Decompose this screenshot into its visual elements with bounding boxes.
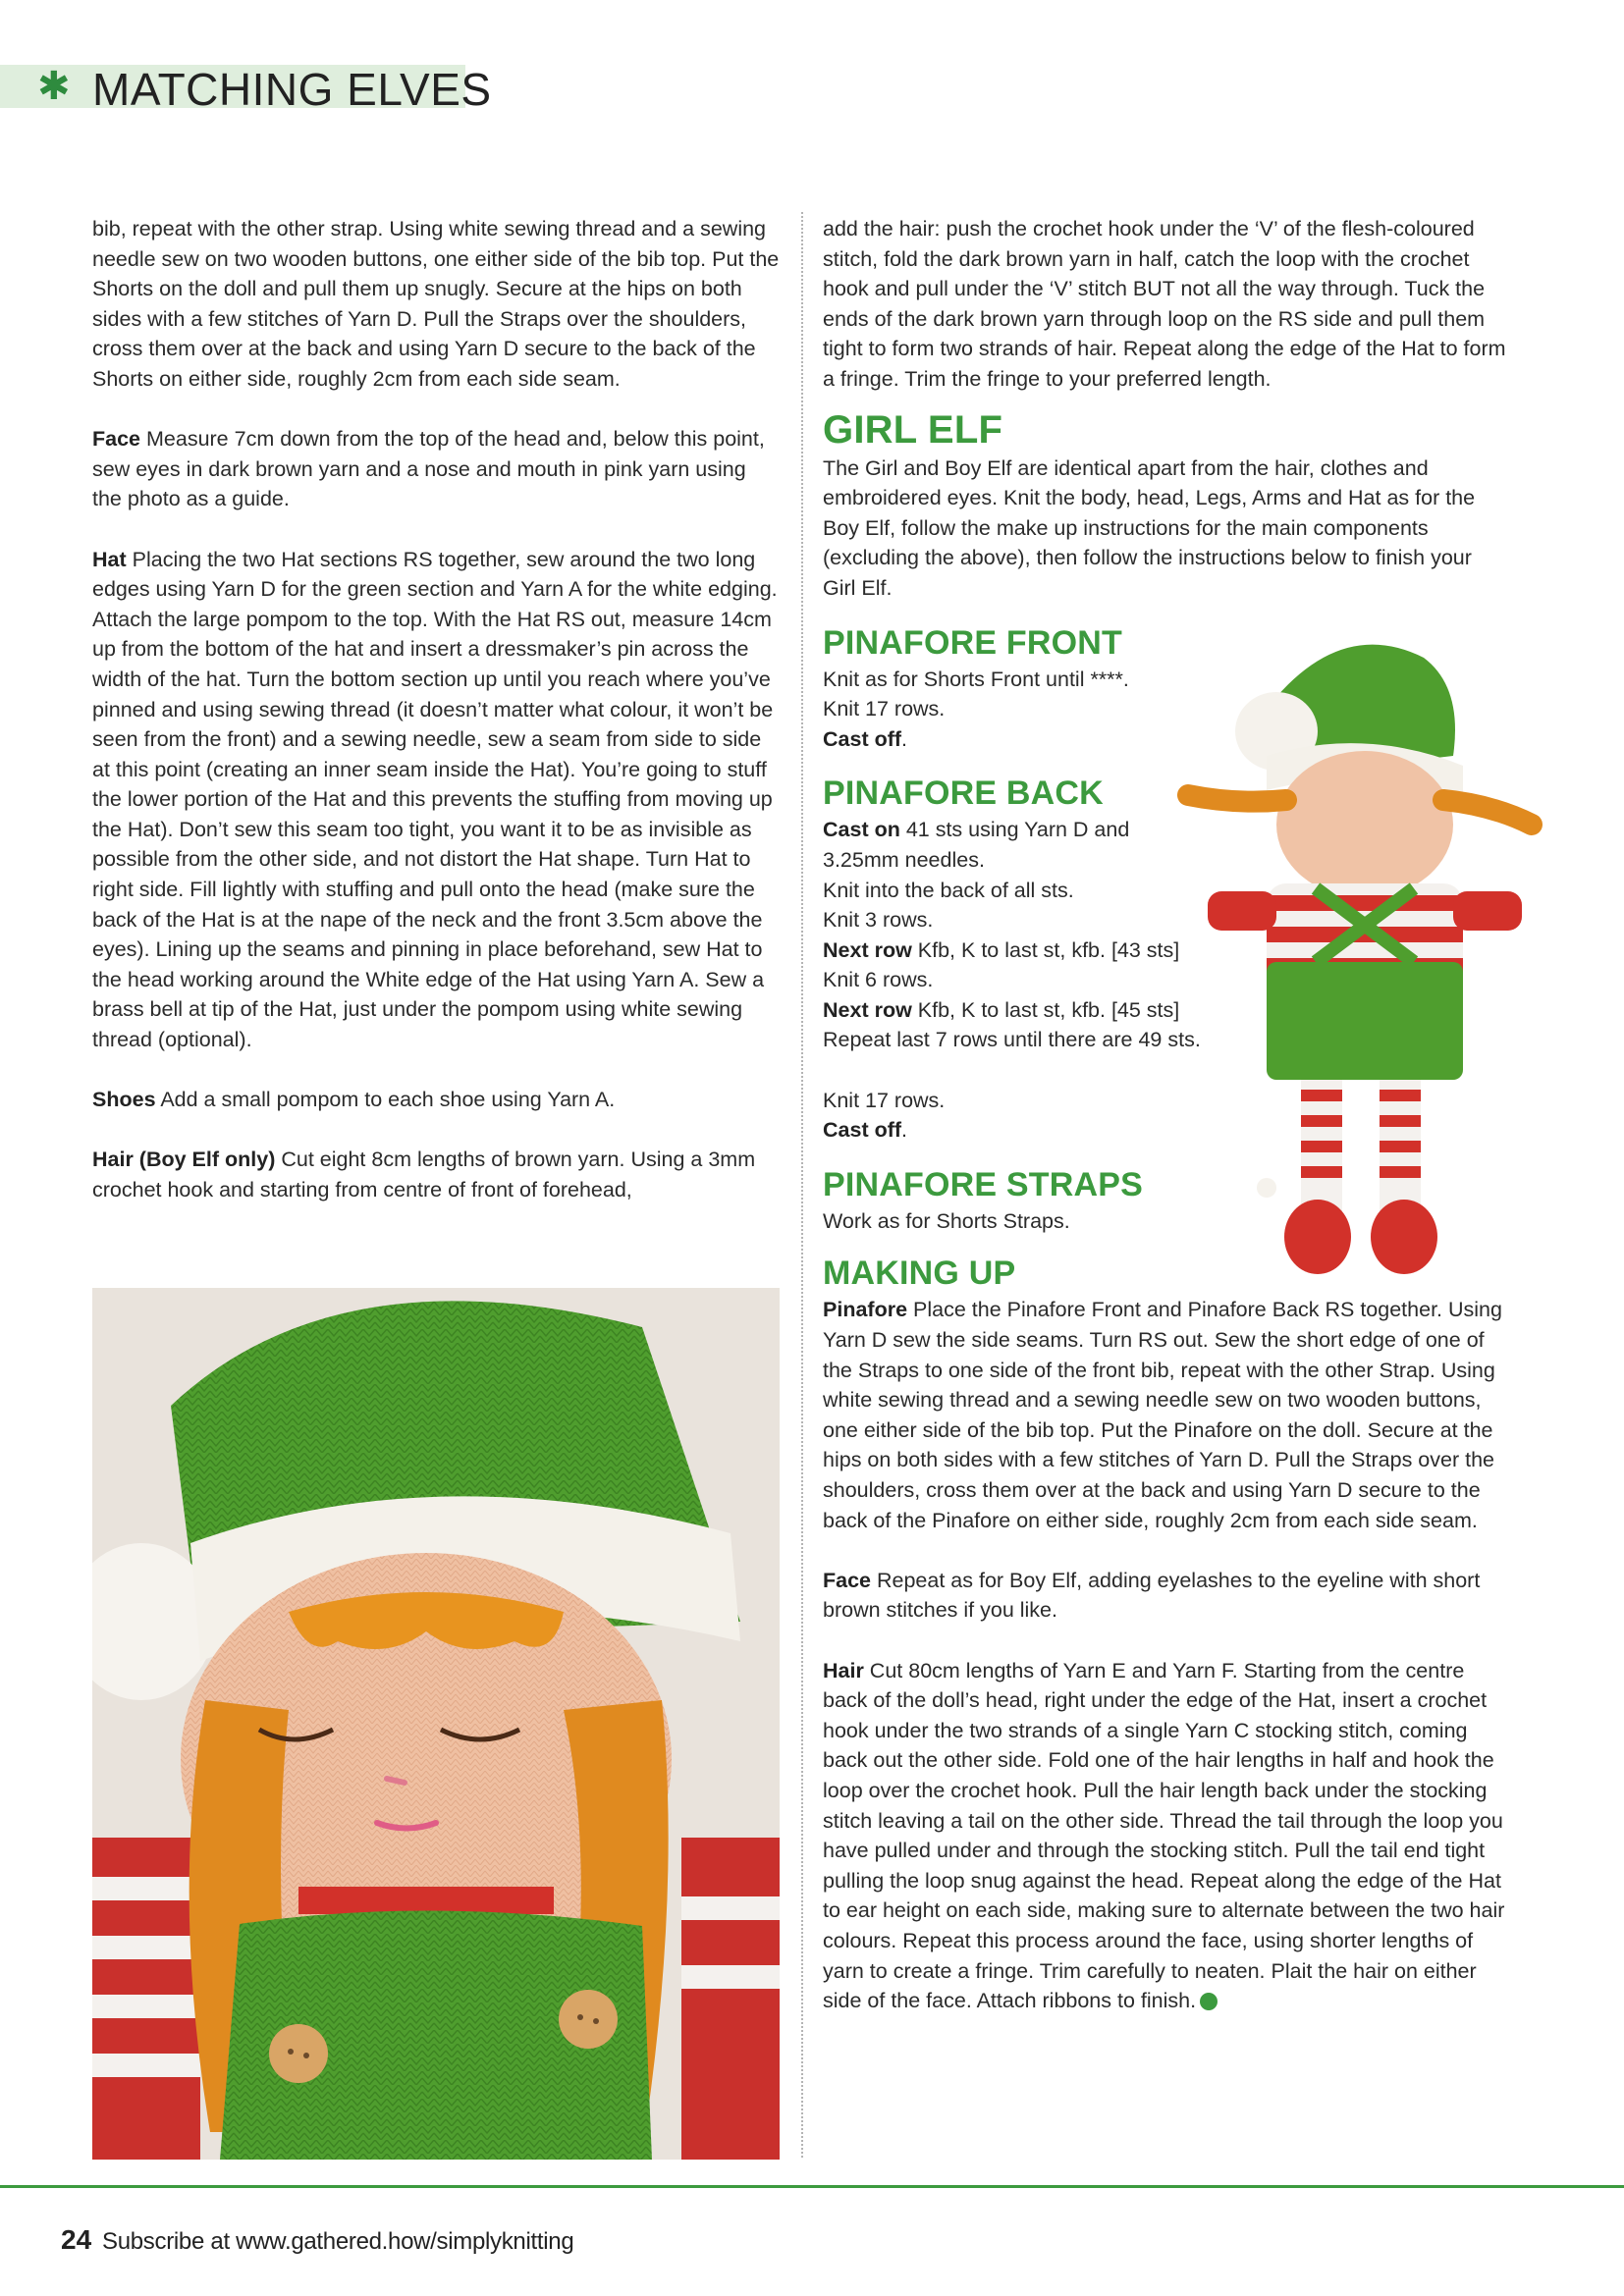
intro-paragraph: bib, repeat with the other strap. Using white sewing thread and a sewing needle sew on two wooden buttons, one either side of the bib top. Put the Shorts on the doll and pull them up snugly. Secure at the hips on both sides with a few stitches of Yarn D. Pull the Straps over the shoulders, cross them over at the back and using Yarn D secure to the back of the Shorts on either side, roughly 2cm from each side seam. xyxy=(92,217,780,391)
nextrow-lead: Next row xyxy=(823,937,912,962)
girl-hair-text: Cut 80cm lengths of Yarn E and Yarn F. Starting from the centre back of the doll’s head, right under the edge of the Hat, insert a crochet hook under the two strands of a single Yarn C stocking stitch, coming back out the other side. Fold one of the hair lengths in half and hook the loop over the crochet hook. Pull the hair length back under the stocking stitch leaving a tail on the other side. Thread the tail through the loop you have pulled under and through the stocking stitch. Pull the tail end tight pulling the loop snug against the head. Repeat along the edge of the Hat to ear height on each side, making sure to alternate between the two hair colours. Repeat this process around the face, using shorter lengths of yarn to create a fringe. Trim carefully to neaten. Plait the hair on either side of the face. Attach ribbons to finish. xyxy=(823,1658,1505,2013)
shoes-lead: Shoes xyxy=(92,1088,156,1112)
pinafore-back-line: Knit into the back of all sts. xyxy=(823,878,1074,902)
girl-face-text: Repeat as for Boy Elf, adding eyelashes to the eyeline with short brown stitches if you like. xyxy=(823,1568,1481,1623)
hat-lead: Hat xyxy=(92,547,127,571)
caston-lead: Cast on xyxy=(823,818,900,842)
castoff-end: . xyxy=(901,726,908,751)
pinafore-back-line: Repeat last 7 rows until there are 49 sts. xyxy=(823,1028,1201,1052)
hat-text: Placing the two Hat sections RS together, sew around the two long edges using Yarn D for the green section and Yarn A for the white edging. Attach the large pompom to the top. With the Hat RS out, measure 14cm up from the bottom of the hat and insert a dressmaker’s pin across the width of the hat. Turn the bottom section up until you reach where you’ve pinned and using sewing thread (it doesn’t matter what colour, it won’t be seen from the front) and a sewing needle, sew a seam from side to side at this point (creating an inner seam inside the Hat). You’re going to stuff the lower portion of the Hat and this prevents the stuffing from moving up the Hat). Don’t sew this seam too tight, you want it to be as invisible as possible from the other side, and not distort the Hat shape. Turn Hat to right side. Fill lightly with stuffing and pull onto the head (make sure the back of the Hat is at the nape of the neck and the front 3.5cm above the eyes). Lining up the seams and pinning in place beforehand, sew Hat to the head working around the White edge of the Hat using Yarn A. Sew a brass bell at tip of the Hat, just under the pompom using white sewing thread (optional). xyxy=(92,547,778,1052)
pinafore-back-line: Knit 6 rows. xyxy=(823,968,934,992)
castoff-lead: Cast off xyxy=(823,726,902,751)
girl-face-paragraph xyxy=(823,1566,1510,1626)
nextrow-lead: Next row xyxy=(823,997,912,1022)
footer-rule xyxy=(0,2185,1624,2188)
section-title: MATCHING ELVES xyxy=(92,64,492,115)
hair-continued-paragraph: add the hair: push the crochet hook under the ‘V’ of the flesh-coloured stitch, fold the dark brown yarn in half, catch the loop with the crochet hook and pull under the ‘V’ stitch BUT not all the way through. Tuck the ends of the dark brown yarn through loop on the RS side and pull them tight to form two strands of hair. Repeat along the edge of the Hat to form a fringe. Trim the fringe to your preferred length. xyxy=(823,217,1506,391)
pinafore-front-line: Knit as for Shorts Front until ****. xyxy=(823,667,1129,691)
castoff-end: . xyxy=(901,1118,908,1143)
left-column xyxy=(92,214,780,1235)
nextrow-text: Kfb, K to last st, kfb. [45 sts] xyxy=(911,997,1180,1022)
clover-icon: ✱ xyxy=(37,65,71,108)
pinafore-back-line: Knit 3 rows. xyxy=(823,908,934,933)
hat-paragraph xyxy=(92,545,780,1055)
shoes-paragraph xyxy=(92,1085,780,1115)
pinafore-straps-paragraph: Work as for Shorts Straps. xyxy=(823,1208,1070,1233)
page-number: 24 xyxy=(61,2224,92,2255)
castoff-lead: Cast off xyxy=(823,1118,902,1143)
face-paragraph xyxy=(92,424,780,514)
boy-hair-text: Cut eight 8cm lengths of brown yarn. Using a 3mm crochet hook and starting from centre of front of forehead, xyxy=(92,1148,756,1201)
pinafore-front-heading: PINAFORE FRONT xyxy=(823,623,1123,662)
boy-hair-paragraph xyxy=(92,1145,780,1204)
face-text: Measure 7cm down from the top of the head and, below this point, sew eyes in dark brown yarn and a nose and mouth in pink yarn using the photo as a guide. xyxy=(92,427,765,511)
girl-hair-lead: Hair xyxy=(823,1658,864,1682)
shoes-text: Add a small pompom to each shoe using Yarn A. xyxy=(155,1088,616,1112)
pinafore-front-line: Knit 17 rows. xyxy=(823,697,946,721)
pinafore-makeup-paragraph xyxy=(823,1295,1510,1535)
girl-elf-closeup-illustration xyxy=(92,1288,780,2160)
girl-hair-paragraph xyxy=(823,1656,1510,2016)
boy-hair-lead: Hair (Boy Elf only) xyxy=(92,1148,276,1172)
subscribe-link[interactable]: Subscribe at www.gathered.how/simplyknitting xyxy=(102,2228,574,2255)
girl-elf-doll-illustration xyxy=(1168,628,1547,1296)
pinafore-straps-heading: PINAFORE STRAPS xyxy=(823,1165,1144,1203)
pinafore-back-line: 3.25mm needles. xyxy=(823,847,985,872)
pinafore-back-line: Knit 17 rows. xyxy=(823,1088,946,1112)
making-up-heading: MAKING UP xyxy=(823,1255,1016,1293)
caston-text: 41 sts using Yarn D and xyxy=(899,818,1130,842)
column-divider xyxy=(801,212,803,2158)
girl-elf-heading: GIRL ELF xyxy=(823,407,1003,452)
girl-elf-doll-photo xyxy=(1168,628,1547,1296)
girl-elf-closeup-photo xyxy=(92,1288,780,2160)
girl-elf-paragraph: The Girl and Boy Elf are identical apart from the hair, clothes and embroidered eyes. Knit the body, head, Legs, Arms and Hat as for the Boy Elf, follow the make up instructions for the main components (excluding the above), then follow the instructions below to finish your Girl Elf. xyxy=(823,455,1476,600)
pinafore-lead: Pinafore xyxy=(823,1298,908,1322)
girl-face-lead: Face xyxy=(823,1568,872,1592)
pinafore-back-heading: PINAFORE BACK xyxy=(823,774,1104,813)
end-mark-icon xyxy=(1200,1993,1218,2010)
nextrow-text: Kfb, K to last st, kfb. [43 sts] xyxy=(911,937,1180,962)
pinafore-text: Place the Pinafore Front and Pinafore Back RS together. Using Yarn D sew the side seams. Turn RS out. Sew the short edge of one of the Straps to one side of the front bib, repeat with the other Strap. Using white sewing thread and a sewing needle sew on two wooden buttons, one either side of the bib top. Put the Pinafore on the doll. Secure at the hips on both sides with a few stitches of Yarn D. Pull the Straps over the shoulders, cross them over at the back and using Yarn D secure to the back of the Pinafore on either side, roughly 2cm from each side seam. xyxy=(823,1298,1502,1532)
face-lead: Face xyxy=(92,427,141,452)
